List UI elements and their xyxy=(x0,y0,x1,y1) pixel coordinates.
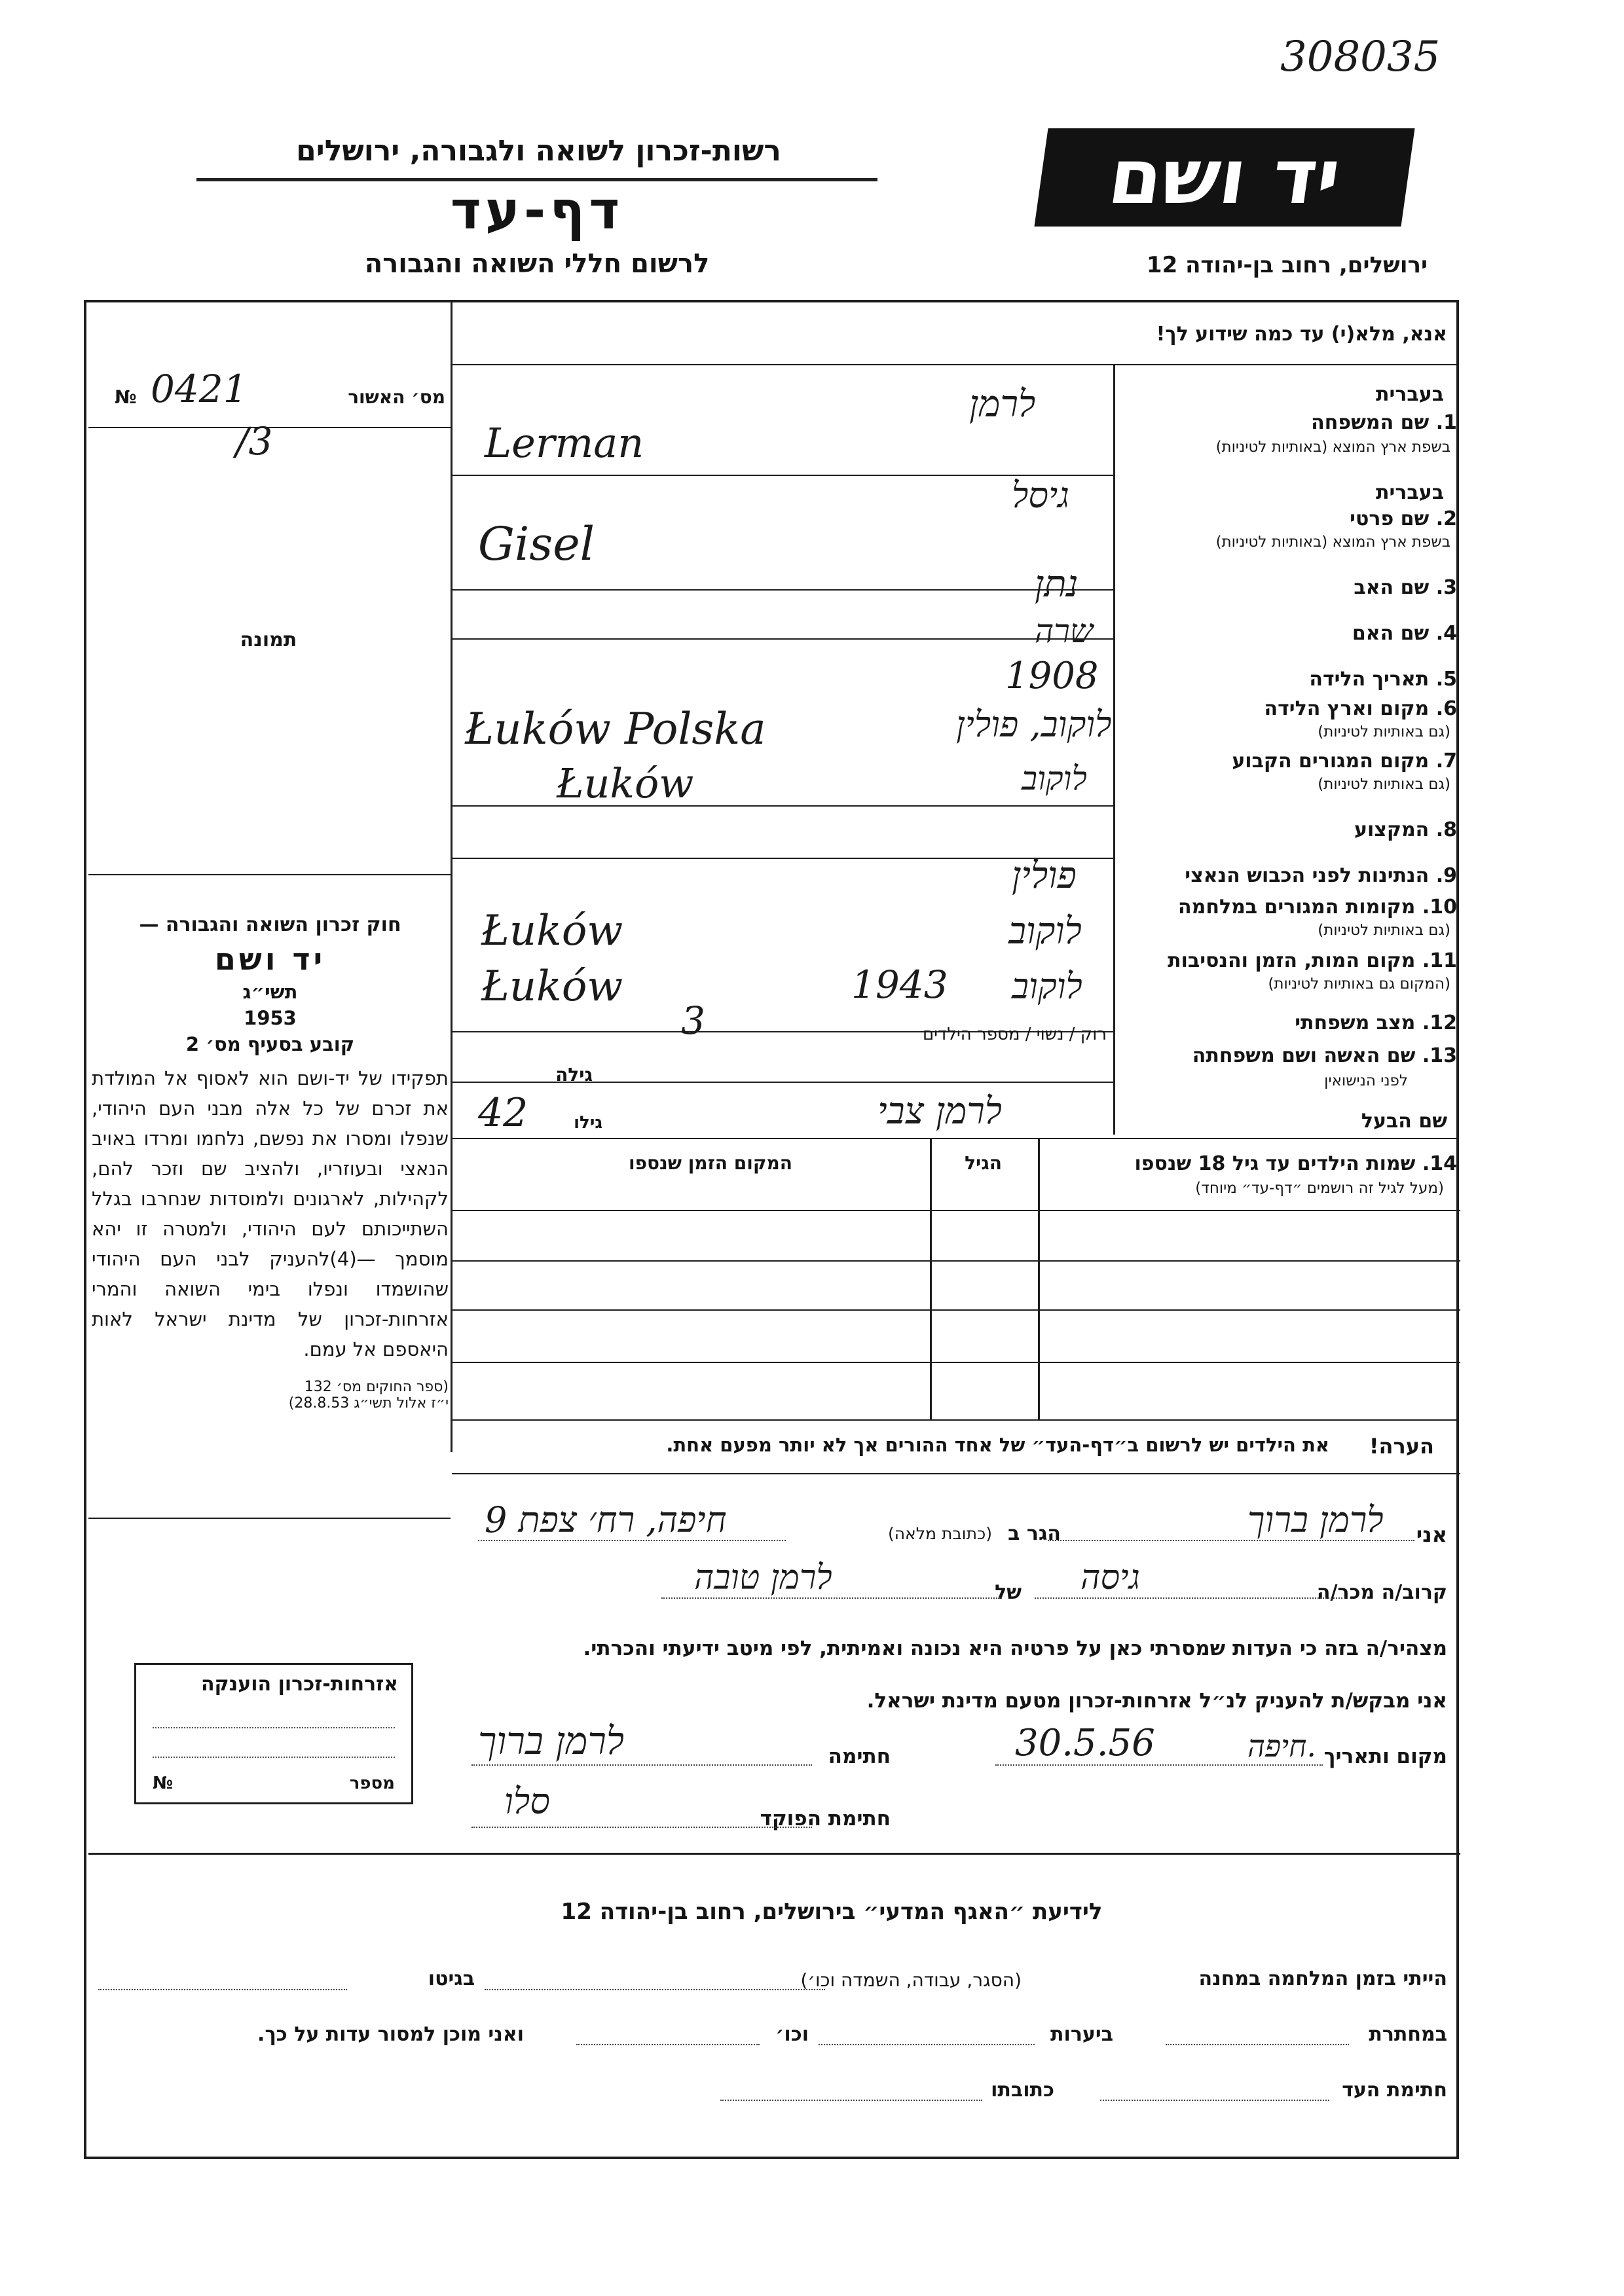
field-4-number: 4. xyxy=(1435,622,1457,645)
institution-address: ירושלים, רחוב בן-יהודה 12 xyxy=(1146,252,1428,278)
form-title: דף-עד xyxy=(450,180,624,241)
husband-age-value: 42 xyxy=(478,1090,528,1136)
approval-number-value2: /3 xyxy=(236,419,273,464)
field-4-label xyxy=(1352,622,1457,645)
law-source: (ספר החוקים מס׳ 132 xyxy=(304,1379,449,1395)
bottom-ghetto-label: בגיטו xyxy=(428,1967,475,1990)
field-7-label xyxy=(1232,750,1457,773)
field-11-number: 11. xyxy=(1422,949,1457,972)
row-divider xyxy=(452,1473,1460,1474)
bottom-camp-hint: (הסגר, עבודה, השמדה וכו׳) xyxy=(800,1969,1022,1991)
field-1-latin-value: Lerman xyxy=(485,419,644,467)
bottom-forests-line xyxy=(819,2044,1035,2045)
field-1-number: 1. xyxy=(1435,411,1457,434)
witness-relative-label: קרוב/ה מכר/ה xyxy=(1316,1581,1447,1604)
field-13-number: 13. xyxy=(1422,1044,1457,1067)
row-divider xyxy=(451,364,1459,365)
official-signature-line xyxy=(471,1827,812,1828)
field-14-sub: (מעל לגיל זה רושמים ״דף-עד״ מיוחד) xyxy=(1195,1180,1444,1197)
field-7-hebrew-value: לוקוב xyxy=(1022,759,1087,797)
approval-number-mark: № xyxy=(115,386,137,408)
field-11-label xyxy=(1168,949,1457,972)
field-7-number: 7. xyxy=(1435,750,1457,773)
row-divider xyxy=(88,1518,451,1519)
memorial-number-mark: № xyxy=(153,1774,174,1793)
field-9-label xyxy=(1185,864,1457,887)
bottom-ghetto-line xyxy=(98,1989,347,1990)
field-11-title: מקום המות, הזמן והנסיבות xyxy=(1168,949,1416,972)
field-3-number: 3. xyxy=(1435,576,1457,599)
note-label: הערה! xyxy=(1369,1434,1434,1459)
table-divider xyxy=(1038,1138,1040,1419)
field-2-label xyxy=(1350,507,1457,530)
memorial-title: אזרחות-זכרון הוענקה xyxy=(200,1673,398,1696)
field-2-number: 2. xyxy=(1435,507,1457,530)
field-1-hebrew-value: לרמן xyxy=(969,383,1036,426)
row-divider xyxy=(88,874,451,875)
yad-vashem-logo: יד ושם xyxy=(1034,128,1414,227)
witness-relation-line xyxy=(1035,1597,1342,1599)
field-6-latin-value: Łuków Polska xyxy=(465,704,766,754)
field-4-value: שרה xyxy=(1035,612,1094,650)
bottom-underground-line xyxy=(1166,2044,1349,2045)
archive-serial-number: 308035 xyxy=(1280,33,1441,81)
place-value: חיפה. xyxy=(1247,1728,1316,1764)
row-divider xyxy=(452,1082,1113,1083)
field-9-title: הנתינות לפני הכבוש הנאצי xyxy=(1185,864,1430,887)
field-2-title: שם פרטי xyxy=(1350,507,1430,530)
law-body: תפקידו של יד-ושם הוא לאסוף אל המולדת את זכרם של כל אלה מבני העם היהודי, שנפלו ומסרו את נפשם, נלחמו ומרדו באויב הנאצי ובעוזריו, ולהציב שם וזכר להם, לקהילות, לארגונים ולמוסדות שנחרבו בגלל השתייכותם לעם היהודי, ולמטרה זו יהא מוסמך —(4)להעניק לבני העם היהודי שהושמדו ונפלו בימי השואה והמרי אזרחות-זכרון של מדינת ישראל לאות היאספם אל עמם. xyxy=(92,1067,449,1360)
row-divider xyxy=(452,805,1113,807)
field-9-value: פולין xyxy=(1012,854,1077,897)
field-1-sub: בשפת ארץ המוצא (באותיות לטיניות) xyxy=(1215,439,1450,456)
field-8-label xyxy=(1354,818,1457,841)
bottom-lead: לידיעת ״האגף המדעי״ בירושלים, רחוב בן-יהודה 12 xyxy=(561,1899,1103,1925)
bottom-etc-line xyxy=(576,2044,760,2045)
field-13-title: שם האשה ושם משפחתה xyxy=(1192,1044,1416,1067)
field-14-title: שמות הילדים עד גיל 18 שנספו xyxy=(1134,1152,1416,1175)
field-10-number: 10. xyxy=(1422,896,1457,919)
signature-line xyxy=(471,1764,812,1766)
field-10-latin-value: Łuków xyxy=(481,907,623,955)
label-column-divider xyxy=(1113,365,1115,1135)
field-6-sub: (גם באותיות לטיניות) xyxy=(1318,723,1450,740)
field-12-title: מצב משפחתי xyxy=(1295,1011,1416,1034)
field-11-hebrew-value: לוקוב xyxy=(1012,966,1082,1007)
memorial-citizenship-box xyxy=(134,1663,413,1804)
place-date-label: מקום ותאריך xyxy=(1323,1745,1447,1768)
field-2-hebrew-value: גיסל xyxy=(1012,475,1069,516)
approval-label: מס׳ האשור xyxy=(348,386,445,408)
table-divider xyxy=(452,1260,1460,1262)
row-divider xyxy=(451,1419,1459,1421)
left-column-divider xyxy=(451,300,452,1452)
table-divider xyxy=(930,1138,932,1419)
memorial-number-row xyxy=(153,1774,395,1793)
memorial-line xyxy=(153,1757,395,1758)
field-12-options: רוק / נשוי / מספר הילדים xyxy=(922,1025,1107,1044)
field-5-value: 1908 xyxy=(1005,655,1099,697)
table-divider xyxy=(452,1210,1460,1211)
husband-label: שם הבעל xyxy=(1361,1110,1447,1133)
row-divider xyxy=(452,638,1113,640)
approval-number-value: 0421 xyxy=(151,367,248,411)
field-3-value: נתן xyxy=(1035,563,1079,606)
witness-of-line xyxy=(661,1597,1002,1599)
photo-label: תמונה xyxy=(240,629,297,651)
bottom-etc-label: וכו׳ xyxy=(775,2023,809,2046)
law-section: קובע בסעיף מס׳ 2 xyxy=(185,1033,355,1055)
field-7-title: מקום המגורים הקבוע xyxy=(1232,750,1430,773)
field-11-sub: (המקום גם באותיות לטיניות) xyxy=(1268,975,1450,993)
law-year: 1953 xyxy=(244,1007,297,1029)
field-12-number: 12. xyxy=(1422,1011,1457,1034)
husband-name-value: לרמן צבי xyxy=(877,1090,1002,1133)
witness-request: אני מבקש/ת להעניק לנ״ל אזרחות-זכרון מטעם מדינת ישראל. xyxy=(866,1689,1447,1713)
field-6-title: מקום וארץ הלידה xyxy=(1264,697,1430,720)
table-divider xyxy=(452,1362,1460,1363)
field-6-hebrew-value: לוקוב, פולין xyxy=(956,704,1112,745)
law-title: חוק זכרון השואה והגבורה — xyxy=(139,913,401,936)
col-place-header: המקום הזמן שנספו xyxy=(628,1152,792,1174)
row-divider xyxy=(452,589,1113,591)
field-9-number: 9. xyxy=(1435,864,1457,887)
witness-ani: אני xyxy=(1416,1522,1447,1547)
field-1-title: שם המשפחה xyxy=(1311,411,1430,434)
witness-name-line xyxy=(1048,1540,1414,1541)
official-signature: סלו xyxy=(504,1781,550,1822)
field-1-label xyxy=(1311,411,1457,434)
wife-age-label: גילה xyxy=(555,1064,593,1085)
husband-age-label: גילו xyxy=(574,1113,602,1133)
bottom-camp-line xyxy=(485,1989,825,1990)
witness-address: חיפה, רח׳ צפת 9 xyxy=(485,1499,727,1540)
field-3-title: שם האב xyxy=(1354,576,1430,599)
field-14-label xyxy=(1134,1152,1457,1175)
table-divider xyxy=(452,1309,1460,1311)
field-12-label xyxy=(1295,1011,1457,1034)
authority-name: רשות-זכרון לשואה ולגבורה, ירושלים xyxy=(296,134,781,168)
law-excerpt xyxy=(92,913,449,1412)
field-6-number: 6. xyxy=(1435,697,1457,720)
bottom-witness-signature-label: חתימת העד xyxy=(1342,2079,1447,2102)
form-subtitle: לרשום חללי השואה והגבורה xyxy=(364,249,710,279)
field-11-year: 1943 xyxy=(851,962,948,1007)
field-5-title: תאריך הלידה xyxy=(1309,668,1430,691)
date-value: 30.5.56 xyxy=(1015,1722,1155,1764)
witness-address-hint: (כתובת מלאה) xyxy=(887,1524,992,1543)
witness-address-line xyxy=(478,1540,786,1541)
field-13-sub: לפני הנישואין xyxy=(1324,1072,1408,1089)
bottom-underground-label: במחתרת xyxy=(1369,2023,1447,2046)
note-text: את הילדים יש לרשום ב״דף-העד״ של אחד ההורים אך לא יותר מפעם אחת. xyxy=(666,1434,1329,1456)
field-2-sub: בשפת ארץ המוצא (באותיות לטיניות) xyxy=(1215,534,1450,551)
field-11-latin-value: Łuków xyxy=(481,962,623,1011)
field-5-label xyxy=(1309,668,1457,691)
field-13-label xyxy=(1192,1044,1457,1067)
bottom-address-label: כתובתו xyxy=(991,2079,1054,2102)
field-5-number: 5. xyxy=(1435,668,1457,691)
row-divider xyxy=(451,1138,1459,1139)
col-age-header: הגיל xyxy=(965,1152,1002,1174)
bottom-section-rule xyxy=(88,1853,1460,1855)
field-12-children-count: 3 xyxy=(681,998,705,1043)
field-3-label xyxy=(1354,576,1457,599)
field-7-latin-value: Łuków xyxy=(557,759,694,807)
field-4-title: שם האם xyxy=(1352,622,1430,645)
witness-relation-value: גיסה xyxy=(1080,1558,1140,1597)
signature-label: חתימה xyxy=(828,1745,891,1768)
field-10-hebrew-value: לוקוב xyxy=(1008,910,1082,953)
witness-resides-label: הגר ב xyxy=(1008,1522,1061,1545)
field-6-label xyxy=(1264,697,1457,720)
place-date-line xyxy=(995,1764,1323,1766)
bottom-address-line xyxy=(720,2100,982,2101)
law-year-hebrew: תשי״ג xyxy=(242,981,298,1003)
bottom-forests-label: ביערות xyxy=(1050,2023,1113,2046)
instruction-text: אנא, מלא(י) עד כמה שידוע לך! xyxy=(1156,323,1447,346)
bottom-witness-signature-line xyxy=(1100,2100,1329,2101)
law-source-date: י״ז אלול תשי״ג 28.8.53) xyxy=(288,1395,449,1412)
field-8-number: 8. xyxy=(1435,818,1457,841)
field-10-title: מקומות המגורים במלחמה xyxy=(1178,896,1416,919)
field-2-latin-value: Gisel xyxy=(478,517,595,571)
witness-of-name: לרמן טובה xyxy=(694,1558,832,1597)
field-14-number: 14. xyxy=(1422,1152,1457,1175)
memorial-line xyxy=(153,1727,395,1728)
law-yad-vashem: יד ושם xyxy=(214,941,326,977)
field-10-sub: (גם באותיות לטיניות) xyxy=(1318,922,1450,939)
memorial-number-label: מספר xyxy=(349,1774,395,1793)
witness-of-label: של xyxy=(995,1581,1022,1604)
witness-signature: לרמן ברוך xyxy=(478,1719,624,1763)
bottom-testimony-ready: ואני מוכן למסור עדות על כך. xyxy=(257,2023,524,2046)
field-7-sub: (גם באותיות לטיניות) xyxy=(1318,776,1450,793)
witness-declaration: מצהיר/ה בזה כי העדות שמסרתי כאן על פרטיה היא נכונה ואמיתית, לפי מיטב ידיעתי והכרתי. xyxy=(583,1637,1447,1660)
hebrew-label: בעברית xyxy=(1376,481,1444,504)
bottom-camp-label: הייתי בזמן המלחמה במחנה xyxy=(1198,1967,1447,1990)
witness-name: לרמן ברוך xyxy=(1247,1499,1384,1540)
official-signature-label: חתימת הפוקד xyxy=(760,1807,891,1831)
hebrew-label: בעברית xyxy=(1376,383,1444,406)
field-8-title: המקצוע xyxy=(1354,818,1430,841)
field-10-label xyxy=(1178,896,1457,919)
